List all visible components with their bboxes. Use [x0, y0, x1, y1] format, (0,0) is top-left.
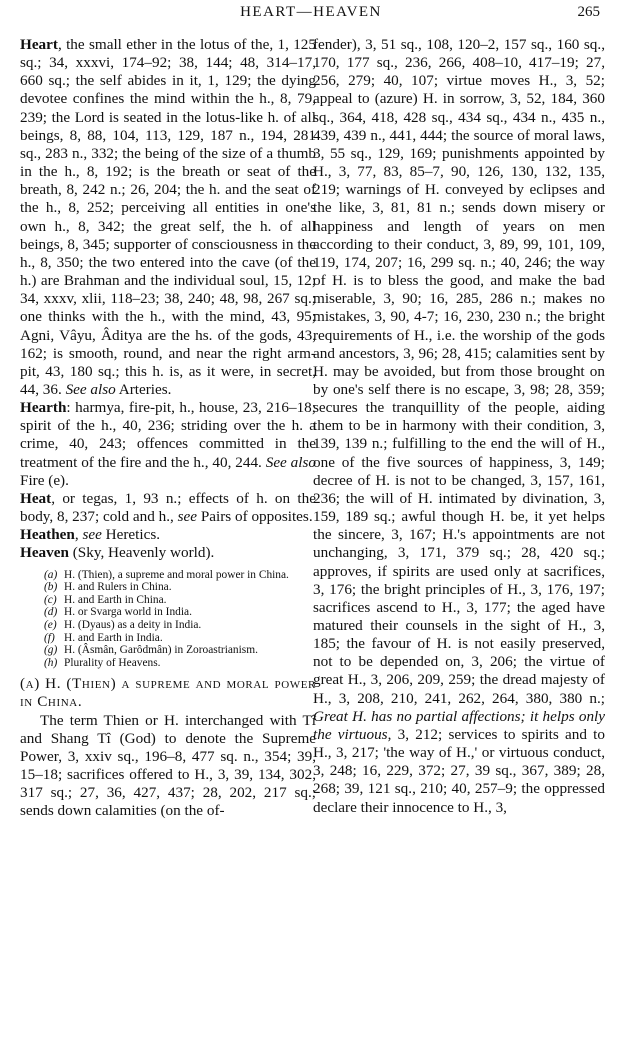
see-also-target: Heretics.	[101, 526, 161, 544]
see-also-label: See also	[265, 453, 316, 471]
see-also-target: Arteries.	[115, 380, 172, 398]
page-number: 265	[577, 4, 600, 20]
index-entry-heaven	[20, 544, 316, 562]
subsection-label: (h)	[44, 656, 58, 669]
subsection-item	[44, 569, 316, 582]
running-head: HEART—HEAVEN	[240, 4, 382, 20]
left-column	[20, 36, 316, 821]
subsection-item	[44, 632, 316, 645]
entry-text: : harmya, fire-pit, h., house, 23, 216–18; spirit of the h., 40, 236; striding over the h. a crime, 40, 243; offences committed in the treatment of the fire and the h., 40, 244.	[20, 399, 316, 471]
see-also-label: see	[177, 508, 198, 526]
section-heading: (a) H. (Thien) a supreme and moral power in China.	[20, 675, 316, 711]
subsection-label: (e)	[44, 618, 57, 631]
subsection-label: (a)	[44, 568, 58, 581]
entry-text: (Sky, Heavenly world).	[68, 544, 215, 562]
index-entry-heat	[20, 490, 316, 526]
see-also-target: Fire (e).	[20, 471, 69, 489]
entry-term: Heathen	[20, 526, 75, 544]
entry-term: Heart	[20, 36, 58, 53]
subsection-item	[44, 657, 316, 670]
subsection-text: H. (Thien), a supreme and moral power in China.	[64, 568, 289, 581]
subsection-text: H. (Âsmân, Garôdmân) in Zoroastrianism.	[64, 644, 258, 657]
body-text-continued: , 3, 212; services to spirits and to H., 3, 217; 'the way of H.,' or virtuous conduct, 3, 248; 16, 229, 372; 27, 39 sq., 367, 389; 28, 268; 39, 121 sq., 210; 40, 257–9; the oppressed declare their innocence to H., 3,	[313, 725, 605, 816]
subsection-text: H. (Dyaus) as a deity in India.	[64, 618, 202, 631]
index-entry-heathen	[20, 526, 316, 544]
entry-text: , the small ether in the lotus of the, 1, 125 sq.; 34, xxxvi, 174–92; 38, 144; 48, 314–17, 660 sq.; the self abides in it, 1, 129; the dying devotee confines the mind within the h., 8, 79, 239; the Lord is seated in the lotus-like h. of all beings, 8, 88, 104, 113, 129, 187 n., 194, 281 sq., 283 n., 332; the being of the size of a thumb in the h., 8, 192; is the breath or seat of the breath, 8, 242 n.; 26, 204; the h. and the seat of the h., 8, 252; perceiving all entities in one's own h., 8, 342; the great self, the h. of all beings, 8, 345; supporter of consciousness in the h., 8, 350; the two entered into the cave (of the h.) are Brahman and the individual soul, 15, 12; 34, xxxv, xlii, 118–23; 38, 240; 48, 98, 267 sq.; one thinks with the h., with the mind, 43, 95; Agni, Vâyu, Âditya are the hs. of the gods, 43, 162; is smooth, round, and near the right arm-pit, 43, 180 sq.; this h. is, as it were, in secret, 44, 36.	[20, 36, 316, 398]
see-also-label: see	[82, 526, 102, 544]
section-body-text: The term Thien or H. interchanged with Tî and Shang Tî (God) to denote the Supreme Power, 3, xxiv sq., 196–8, 477 sq. n., 354; 39, 15–18; sacrifices offered to H., 3, 39, 134, 302, 317 sq.; 27, 36, 427, 437; 28, 202, 217 sq.; sends down calamities (on the of-	[20, 711, 316, 820]
entry-text: , or tegas, 1, 93 n.; effects of h. on the body, 8, 237; cold and h.,	[20, 489, 316, 526]
subsection-label: (d)	[44, 606, 58, 619]
entry-term: Heat	[20, 489, 52, 507]
entry-term: Heaven	[20, 544, 69, 562]
subsection-text: H. and Earth in China.	[64, 593, 167, 606]
continued-entry-text	[313, 36, 605, 817]
subsection-item	[44, 581, 316, 594]
index-entry-hearth	[20, 399, 316, 490]
subsection-text: H. and Earth in India.	[64, 631, 163, 644]
subsection-item	[44, 619, 316, 632]
entry-text: ,	[74, 526, 83, 544]
subsection-label: (f)	[44, 631, 55, 644]
page-header	[0, 4, 622, 24]
subsection-label: (g)	[44, 644, 58, 657]
subsection-item	[44, 606, 316, 619]
subsection-text: H. and Rulers in China.	[64, 581, 172, 594]
entry-term: Hearth	[20, 399, 67, 417]
subsection-label: (c)	[44, 593, 57, 606]
heaven-subsection-list	[20, 569, 316, 670]
italic-quote: Great H. has no partial affections; it helps only the virtuous	[313, 707, 605, 743]
see-also-label: See also	[65, 380, 116, 398]
right-column	[313, 36, 605, 817]
subsection-text: Plurality of Heavens.	[64, 656, 161, 669]
subsection-label: (b)	[44, 581, 58, 594]
body-text: fender), 3, 51 sq., 108, 120–2, 157 sq., 160 sq., 170, 177 sq., 236, 266, 408–10, 417–19; 27, 256, 279; 40, 107; virtue moves H., 3, 52; appeal to (azure) H. in sorrow, 3, 52, 184, 360 sq., 364, 418, 428 sq., 434 sq., 434 n., 435 n., 439, 439 n., 441, 444; the source of moral laws, 3, 55 sq., 129, 169; punishments appointed by H., 3, 77, 83, 85–7, 90, 126, 130, 132, 135, 219; warnings of H. conveyed by eclipses and the like, 3, 81, 81 n.; sends down misery or happiness and length of years on men according to their conduct, 3, 89, 99, 101, 109, 119, 174, 207; 16, 299 sq. n.; 40, 246; the way of H. is to bless the good, and make the bad miserable, 3, 90; 16, 285, 286 n.; makes no mistakes, 3, 90, 4-7; 16, 230, 230 n.; the bright requirements of H., i.e. the worship of the gods and ancestors, 3, 96; 28, 415; calamities sent by H. may be avoided, but from those brought on by one's self there is no escape, 3, 98; 28, 359; secures the tranquillity of the people, aiding them to be in harmony with their condition, 3, 139, 139 n.; fulfilling to the end the will of H., one of the five sources of happiness, 3, 149; decree of H. is not to be changed, 3, 157, 161, 236; the will of H. intimated by divination, 3, 159, 189 sq.; awful though H. be, it yet helps the sincere, 3, 167; H.'s appointments are not unchanging, 3, 171, 379 sq.; 28, 420 sq.; approves, if spirits are used only at sacrifices, 3, 176; the bright principles of H., 3, 176, 197; sacrifices ascend to H., 3, 177; the aged have matured their counsels in the sight of H., 3, 185; the favour of H. is not easily preserved, not to be depended on, 3, 206; the virtue of great H., 3, 206, 209, 259; the dread majesty of H., 3, 208, 210, 241, 262, 264, 380, 380 n.;	[313, 36, 605, 707]
index-entry-heart	[20, 36, 316, 399]
see-also-target: Pairs of opposites.	[197, 508, 313, 526]
subsection-item	[44, 594, 316, 607]
subsection-text: H. or Svarga world in India.	[64, 606, 192, 619]
subsection-item	[44, 644, 316, 657]
